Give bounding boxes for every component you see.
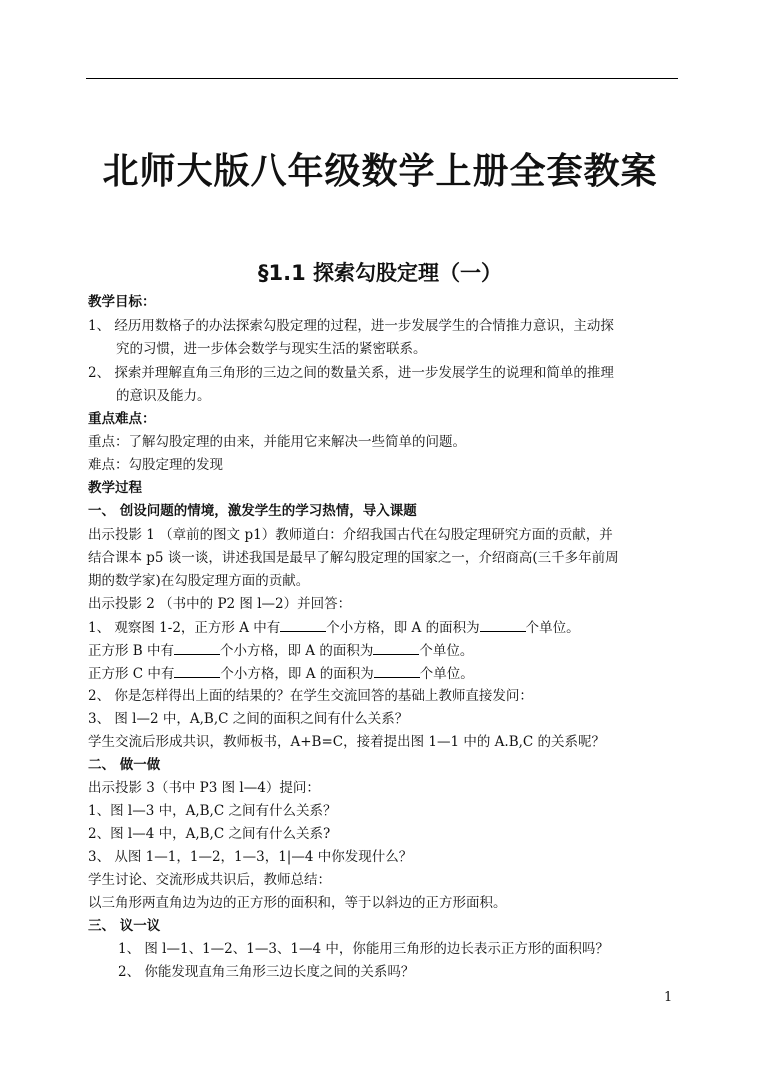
question-square-b-part-2: 个小方格，即 A 的面积为: [220, 643, 374, 659]
answer-blank: [174, 663, 220, 678]
question-square-c-part-1: 正方形 C 中有: [88, 666, 175, 682]
part3-question-2: 2、 你能发现直角三角形三边长度之间的关系吗？: [118, 964, 415, 980]
document-title: 北师大版八年级数学上册全套教案: [102, 151, 658, 192]
part3-question-1: 1、 图 l—1、1—2、1—3、1—4 中，你能用三角形的边长表示正方形的面积吗？: [118, 941, 609, 957]
question-square-b-part-3: 个单位。: [419, 643, 474, 659]
difficulty-text: 难点：勾股定理的发现: [88, 457, 223, 473]
projection-3-text: 出示投影 3（书中 P3 图 l—4）提问：: [88, 780, 320, 796]
question-square-a-part-1: 1、 观察图 1-2，正方形 A 中有: [88, 620, 281, 636]
question-square-c-part-3: 个单位。: [419, 666, 474, 682]
key-points-heading: 重点难点：: [88, 411, 156, 427]
top-rule: [86, 78, 678, 79]
section-title: §1.1 探索勾股定理（一）: [257, 261, 502, 285]
part1-paragraph-line-3: 期的数学家)在勾股定理方面的贡献。: [88, 573, 310, 589]
part1-paragraph-line-1: 出示投影 1 （章前的图文 p1）教师道白：介绍我国古代在勾股定理研究方面的贡献，并: [88, 527, 613, 543]
objective-2-line-2: 的意识及能力。: [116, 388, 211, 404]
question-square-c-part-2: 个小方格，即 A 的面积为: [220, 666, 374, 682]
answer-blank: [373, 640, 419, 655]
question-square-c: [88, 663, 684, 684]
part2-question-1: 1、图 l—3 中，A,B,C 之间有什么关系？: [88, 803, 337, 819]
answer-blank: [280, 617, 326, 632]
part2-conclusion: 以三角形两直角边为边的正方形的面积和，等于以斜边的正方形面积。: [88, 895, 507, 911]
part2-discussion: 学生讨论、交流形成共识后，教师总结：: [88, 872, 331, 888]
part3-heading: 三、 议一议: [88, 918, 161, 934]
question-square-a-part-3: 个单位。: [525, 620, 580, 636]
process-heading: 教学过程: [88, 480, 142, 496]
question-square-b: [88, 640, 684, 661]
question-square-a: [88, 617, 684, 638]
focus-text: 重点：了解勾股定理的由来，并能用它来解决一些简单的问题。: [88, 434, 466, 450]
objectives-heading: 教学目标：: [88, 294, 156, 310]
question-square-b-part-1: 正方形 B 中有: [88, 643, 175, 659]
objective-2-line-1: 2、 探索并理解直角三角形的三边之间的数量关系，进一步发展学生的说理和简单的推理: [88, 365, 614, 381]
part1-summary: 学生交流后形成共识，教师板书，A+B=C，接着提出图 1—1 中的 A.B,C 的关系呢？: [88, 734, 606, 750]
part1-question-2: 2、 你是怎样得出上面的结果的？在学生交流回答的基础上教师直接发问：: [88, 688, 533, 704]
page-number: 1: [664, 990, 673, 1005]
objective-1-line-2: 究的习惯，进一步体会数学与现实生活的紧密联系。: [116, 341, 427, 357]
projection-2-text: 出示投影 2 （书中的 P2 图 l—2）并回答：: [88, 596, 352, 612]
part2-heading: 二、 做一做: [88, 757, 161, 773]
part1-heading: 一、 创设问题的情境，激发学生的学习热情，导入课题: [88, 503, 417, 519]
answer-blank: [480, 617, 526, 632]
objective-1-line-1: 1、 经历用数格子的办法探索勾股定理的过程，进一步发展学生的合情推力意识，主动探: [88, 318, 614, 334]
answer-blank: [374, 663, 420, 678]
part1-paragraph-line-2: 结合课本 p5 谈一谈，讲述我国是最早了解勾股定理的国家之一，介绍商高(三千多年前周: [88, 550, 619, 566]
part2-question-3: 3、 从图 1—1，1—2，1—3，1|—4 中你发现什么？: [88, 849, 413, 865]
question-square-a-part-2: 个小方格，即 A 的面积为: [326, 620, 480, 636]
part2-question-2: 2、图 l—4 中，A,B,C 之间有什么关系?: [88, 826, 331, 842]
answer-blank: [174, 640, 220, 655]
part1-question-3: 3、 图 l—2 中，A,B,C 之间的面积之间有什么关系？: [88, 711, 409, 727]
